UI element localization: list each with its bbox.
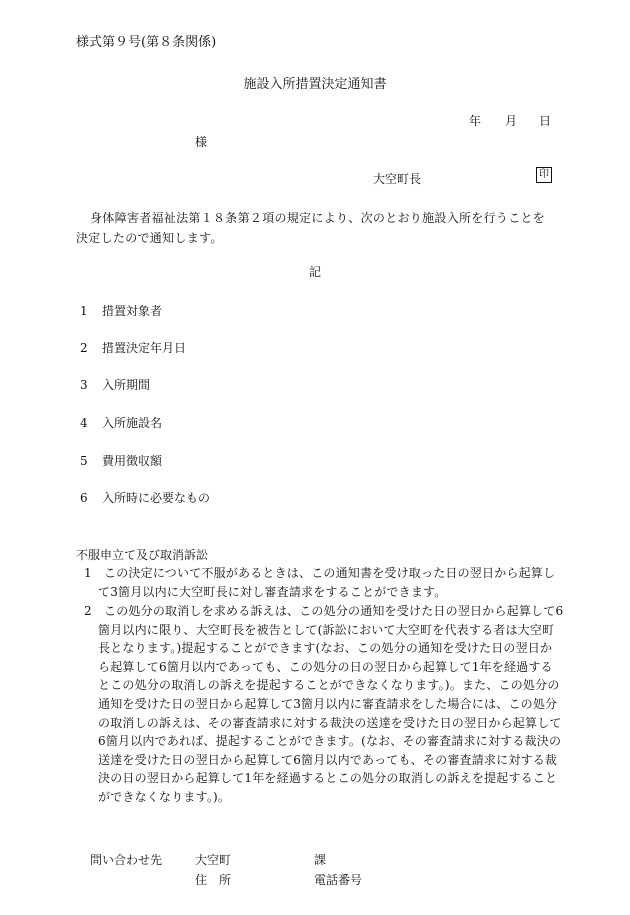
contact-town: 大空町 bbox=[195, 853, 232, 867]
contact-section: 課 bbox=[314, 853, 327, 867]
form-number: 様式第９号(第８条関係) bbox=[76, 35, 217, 50]
seal-mark: 印 bbox=[536, 167, 552, 183]
date-day: 日 bbox=[539, 114, 552, 128]
contact-address: 住 所 bbox=[195, 873, 232, 887]
item-number: 5 bbox=[80, 454, 88, 468]
item-label: 入所期間 bbox=[102, 378, 151, 392]
date-month: 月 bbox=[505, 114, 518, 128]
item-label: 措置対象者 bbox=[102, 304, 163, 318]
date-year: 年 bbox=[469, 114, 482, 128]
ki-heading: 記 bbox=[308, 265, 321, 279]
appeal-heading: 不服申立て及び取消訴訟 bbox=[76, 548, 209, 562]
notice-body: 身体障害者福祉法第１８条第２項の規定により、次のとおり施設入所を行うことを決定したので通知します。 bbox=[76, 211, 546, 245]
list-item bbox=[80, 342, 186, 354]
item-number: 2 bbox=[80, 341, 88, 355]
list-item bbox=[80, 305, 162, 317]
item-label: 入所施設名 bbox=[102, 416, 163, 430]
item-number: 6 bbox=[80, 491, 88, 505]
item-number: 3 bbox=[80, 378, 88, 392]
item-label: 入所時に必要なもの bbox=[102, 491, 211, 505]
contact-label: 問い合わせ先 bbox=[90, 853, 163, 867]
appeal-paragraph-1: 1 この決定について不服があるときは、この通知書を受け取った日の翌日から起算して3箇月以内に大空町長に対し審査請求をすることができます。 bbox=[84, 566, 556, 599]
item-label: 措置決定年月日 bbox=[102, 341, 187, 355]
item-number: 4 bbox=[80, 416, 88, 430]
item-label: 費用徴収額 bbox=[102, 454, 163, 468]
addressee-suffix: 様 bbox=[195, 135, 208, 149]
contact-phone: 電話番号 bbox=[314, 873, 363, 887]
item-number: 1 bbox=[80, 304, 88, 318]
appeal-paragraph-2: 2 この処分の取消しを求める訴えは、この処分の通知を受けた日の翌日から起算して6箇月以内に限り、大空町長を被告として(訴訟において大空町を代表する者は大空町長となります。)提起することができます(なお、この処分の通知を受けた日の翌日から起算して6箇月以内であっても、この処分の日の翌日から起算して1年を経過するとこの処分の取消しの訴えを提起することができなくなります。)。また、この処分の通知を受けた日の翌日から起算して3箇月以内に審査請求をした場合には、この処分の取消しの訴えは、その審査請求に対する裁決の送達を受けた日の翌日から起算して6箇月以内であれば、提起することができます。(なお、その審査請求に対する裁決の送達を受けた日の翌日から起算して6箇月以内であっても、その審査請求に対する裁決の日の翌日から起算して1年を経過するとこの処分の取消しの訴えを提起することができなくなります。)。 bbox=[84, 604, 564, 804]
list-item bbox=[80, 417, 162, 429]
document-title: 施設入所措置決定通知書 bbox=[243, 77, 387, 92]
issuer-name: 大空町長 bbox=[373, 172, 422, 186]
list-item bbox=[80, 455, 162, 467]
list-item bbox=[80, 379, 150, 391]
list-item bbox=[80, 492, 210, 504]
